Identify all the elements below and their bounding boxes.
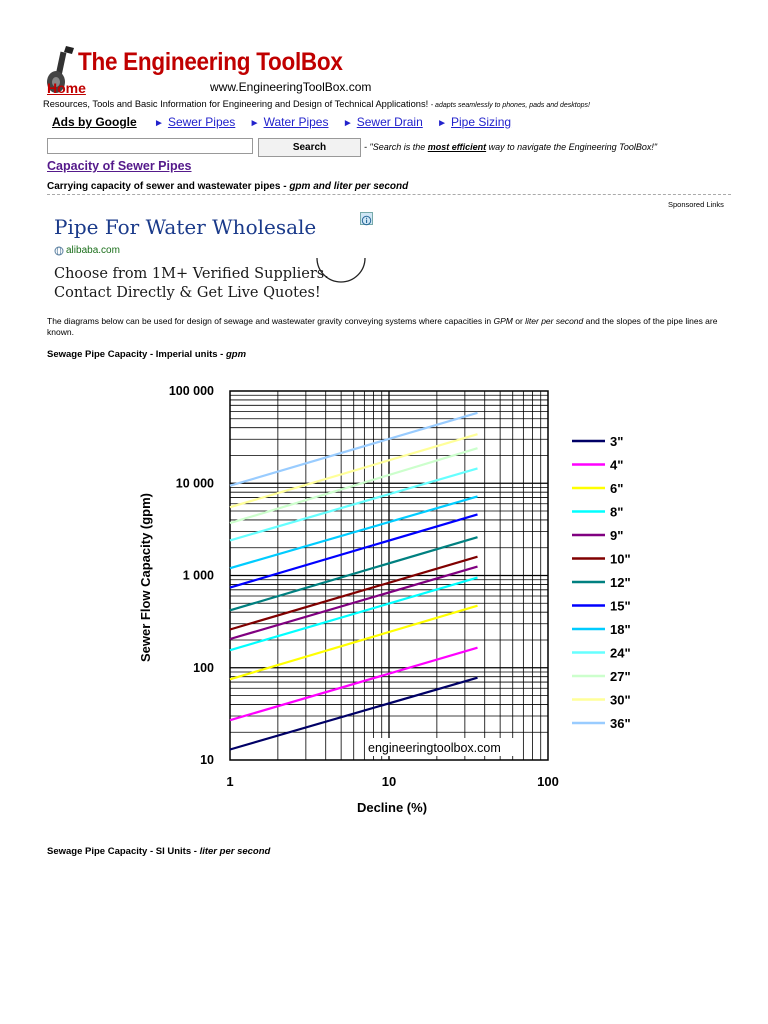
chart-2-title-text: Sewage Pipe Capacity - SI Units - bbox=[47, 846, 200, 857]
play-arrow-icon: ► bbox=[249, 118, 260, 129]
nav-link-sewer-drain[interactable] bbox=[343, 115, 423, 129]
play-arrow-icon: ► bbox=[437, 118, 448, 129]
nav-link-label: Sewer Drain bbox=[356, 115, 423, 129]
legend-label: 10" bbox=[610, 551, 631, 567]
search-hint-pre: - "Search is the bbox=[364, 142, 428, 152]
y-axis-label: Sewer Flow Capacity (gpm) bbox=[138, 492, 153, 663]
intro-pre: The diagrams below can be used for design of sewage and wastewater gravity conveying systems where capacities in bbox=[47, 316, 494, 326]
loading-spinner-icon bbox=[315, 252, 367, 292]
info-icon[interactable] bbox=[360, 212, 373, 225]
nav-link-water-pipes[interactable] bbox=[250, 115, 329, 129]
subtitle-units: gpm and liter per second bbox=[289, 181, 409, 192]
page-title-link[interactable]: Capacity of Sewer Pipes bbox=[47, 159, 192, 173]
legend-label: 12" bbox=[610, 575, 631, 590]
legend-label: 36" bbox=[610, 716, 631, 731]
nav-link-label: Sewer Pipes bbox=[167, 115, 236, 129]
legend-label: 3" bbox=[610, 434, 624, 449]
site-tagline bbox=[43, 99, 590, 109]
y-tick-label: 100 000 bbox=[168, 384, 214, 398]
y-tick-label: 100 bbox=[193, 660, 214, 675]
chart-1-title-units: gpm bbox=[225, 349, 247, 360]
tagline-note: - adapts seamlessly to phones, pads and desktops! bbox=[430, 102, 590, 109]
intro-lps: liter per second bbox=[525, 316, 584, 326]
search-button[interactable]: Search bbox=[258, 138, 361, 157]
legend-label: 6" bbox=[610, 481, 624, 496]
play-arrow-icon: ► bbox=[154, 118, 164, 129]
nav-link-label: Pipe Sizing bbox=[451, 115, 512, 129]
intro-gpm: GPM bbox=[493, 316, 513, 326]
ad-body[interactable] bbox=[54, 265, 329, 303]
ad-domain-link[interactable]: alibaba.com bbox=[66, 245, 120, 256]
chart-1-title bbox=[47, 349, 246, 360]
ad-title-link[interactable]: Pipe For Water Wholesale bbox=[54, 215, 317, 239]
y-tick-label: 1 000 bbox=[182, 568, 214, 583]
globe-icon bbox=[54, 246, 64, 256]
ad-line-1: Choose from 1M+ Verified Suppliers. bbox=[54, 266, 329, 282]
x-tick-label: 100 bbox=[537, 774, 559, 789]
legend-label: 24" bbox=[610, 645, 631, 661]
watermark-label: engineeringtoolbox.com bbox=[368, 741, 501, 755]
y-tick-label: 10 bbox=[200, 753, 214, 767]
chart-1-title-text: Sewage Pipe Capacity - Imperial units - bbox=[47, 349, 226, 360]
tagline-text: Resources, Tools and Basic Information for Engineering and Design of Technical Applications! bbox=[43, 99, 429, 109]
intro-mid: or bbox=[512, 316, 526, 326]
legend-label: 18" bbox=[610, 622, 631, 637]
nav-link-label: Water Pipes bbox=[263, 115, 329, 129]
search-hint-bold: most efficient bbox=[427, 142, 487, 152]
search-input[interactable] bbox=[47, 138, 253, 154]
intro-post: and the slopes of the pipe lines are known. bbox=[47, 316, 718, 337]
legend-label: 4" bbox=[610, 457, 624, 473]
y-tick-label: 10 000 bbox=[175, 476, 214, 491]
x-axis-label: Decline (%) bbox=[356, 800, 428, 815]
sewage-capacity-chart bbox=[130, 374, 650, 824]
site-brand[interactable]: The Engineering ToolBox bbox=[78, 48, 343, 76]
ads-by-google-link[interactable]: Ads by Google bbox=[52, 115, 137, 129]
page-subtitle bbox=[47, 181, 408, 192]
x-tick-label: 1 bbox=[226, 774, 234, 789]
nav-bar bbox=[52, 115, 522, 129]
section-divider bbox=[47, 194, 731, 195]
nav-link-pipe-sizing[interactable] bbox=[437, 115, 511, 129]
ad-line-2: Contact Directly & Get Live Quotes! bbox=[54, 285, 321, 301]
chart-2-title bbox=[47, 846, 270, 857]
search-hint bbox=[364, 142, 657, 152]
sponsored-links-label: Sponsored Links bbox=[668, 200, 724, 209]
legend-label: 30" bbox=[610, 692, 631, 708]
subtitle-text: Carrying capacity of sewer and wastewater pipes - bbox=[47, 181, 290, 192]
intro-paragraph bbox=[47, 316, 737, 338]
play-arrow-icon: ► bbox=[342, 118, 353, 129]
legend-label: 9" bbox=[610, 528, 624, 543]
legend-label: 15" bbox=[610, 598, 631, 614]
legend-label: 8" bbox=[610, 504, 624, 520]
chart-2-title-units: liter per second bbox=[199, 846, 271, 857]
site-url: www.EngineeringToolBox.com bbox=[210, 80, 372, 94]
info-icon-glyph bbox=[361, 215, 372, 226]
x-tick-label: 10 bbox=[381, 774, 397, 789]
search-hint-post: way to navigate the Engineering ToolBox!" bbox=[486, 142, 658, 152]
legend-label: 27" bbox=[610, 669, 631, 684]
home-link[interactable]: Home bbox=[47, 80, 86, 96]
nav-link-sewer-pipes[interactable] bbox=[154, 115, 235, 129]
